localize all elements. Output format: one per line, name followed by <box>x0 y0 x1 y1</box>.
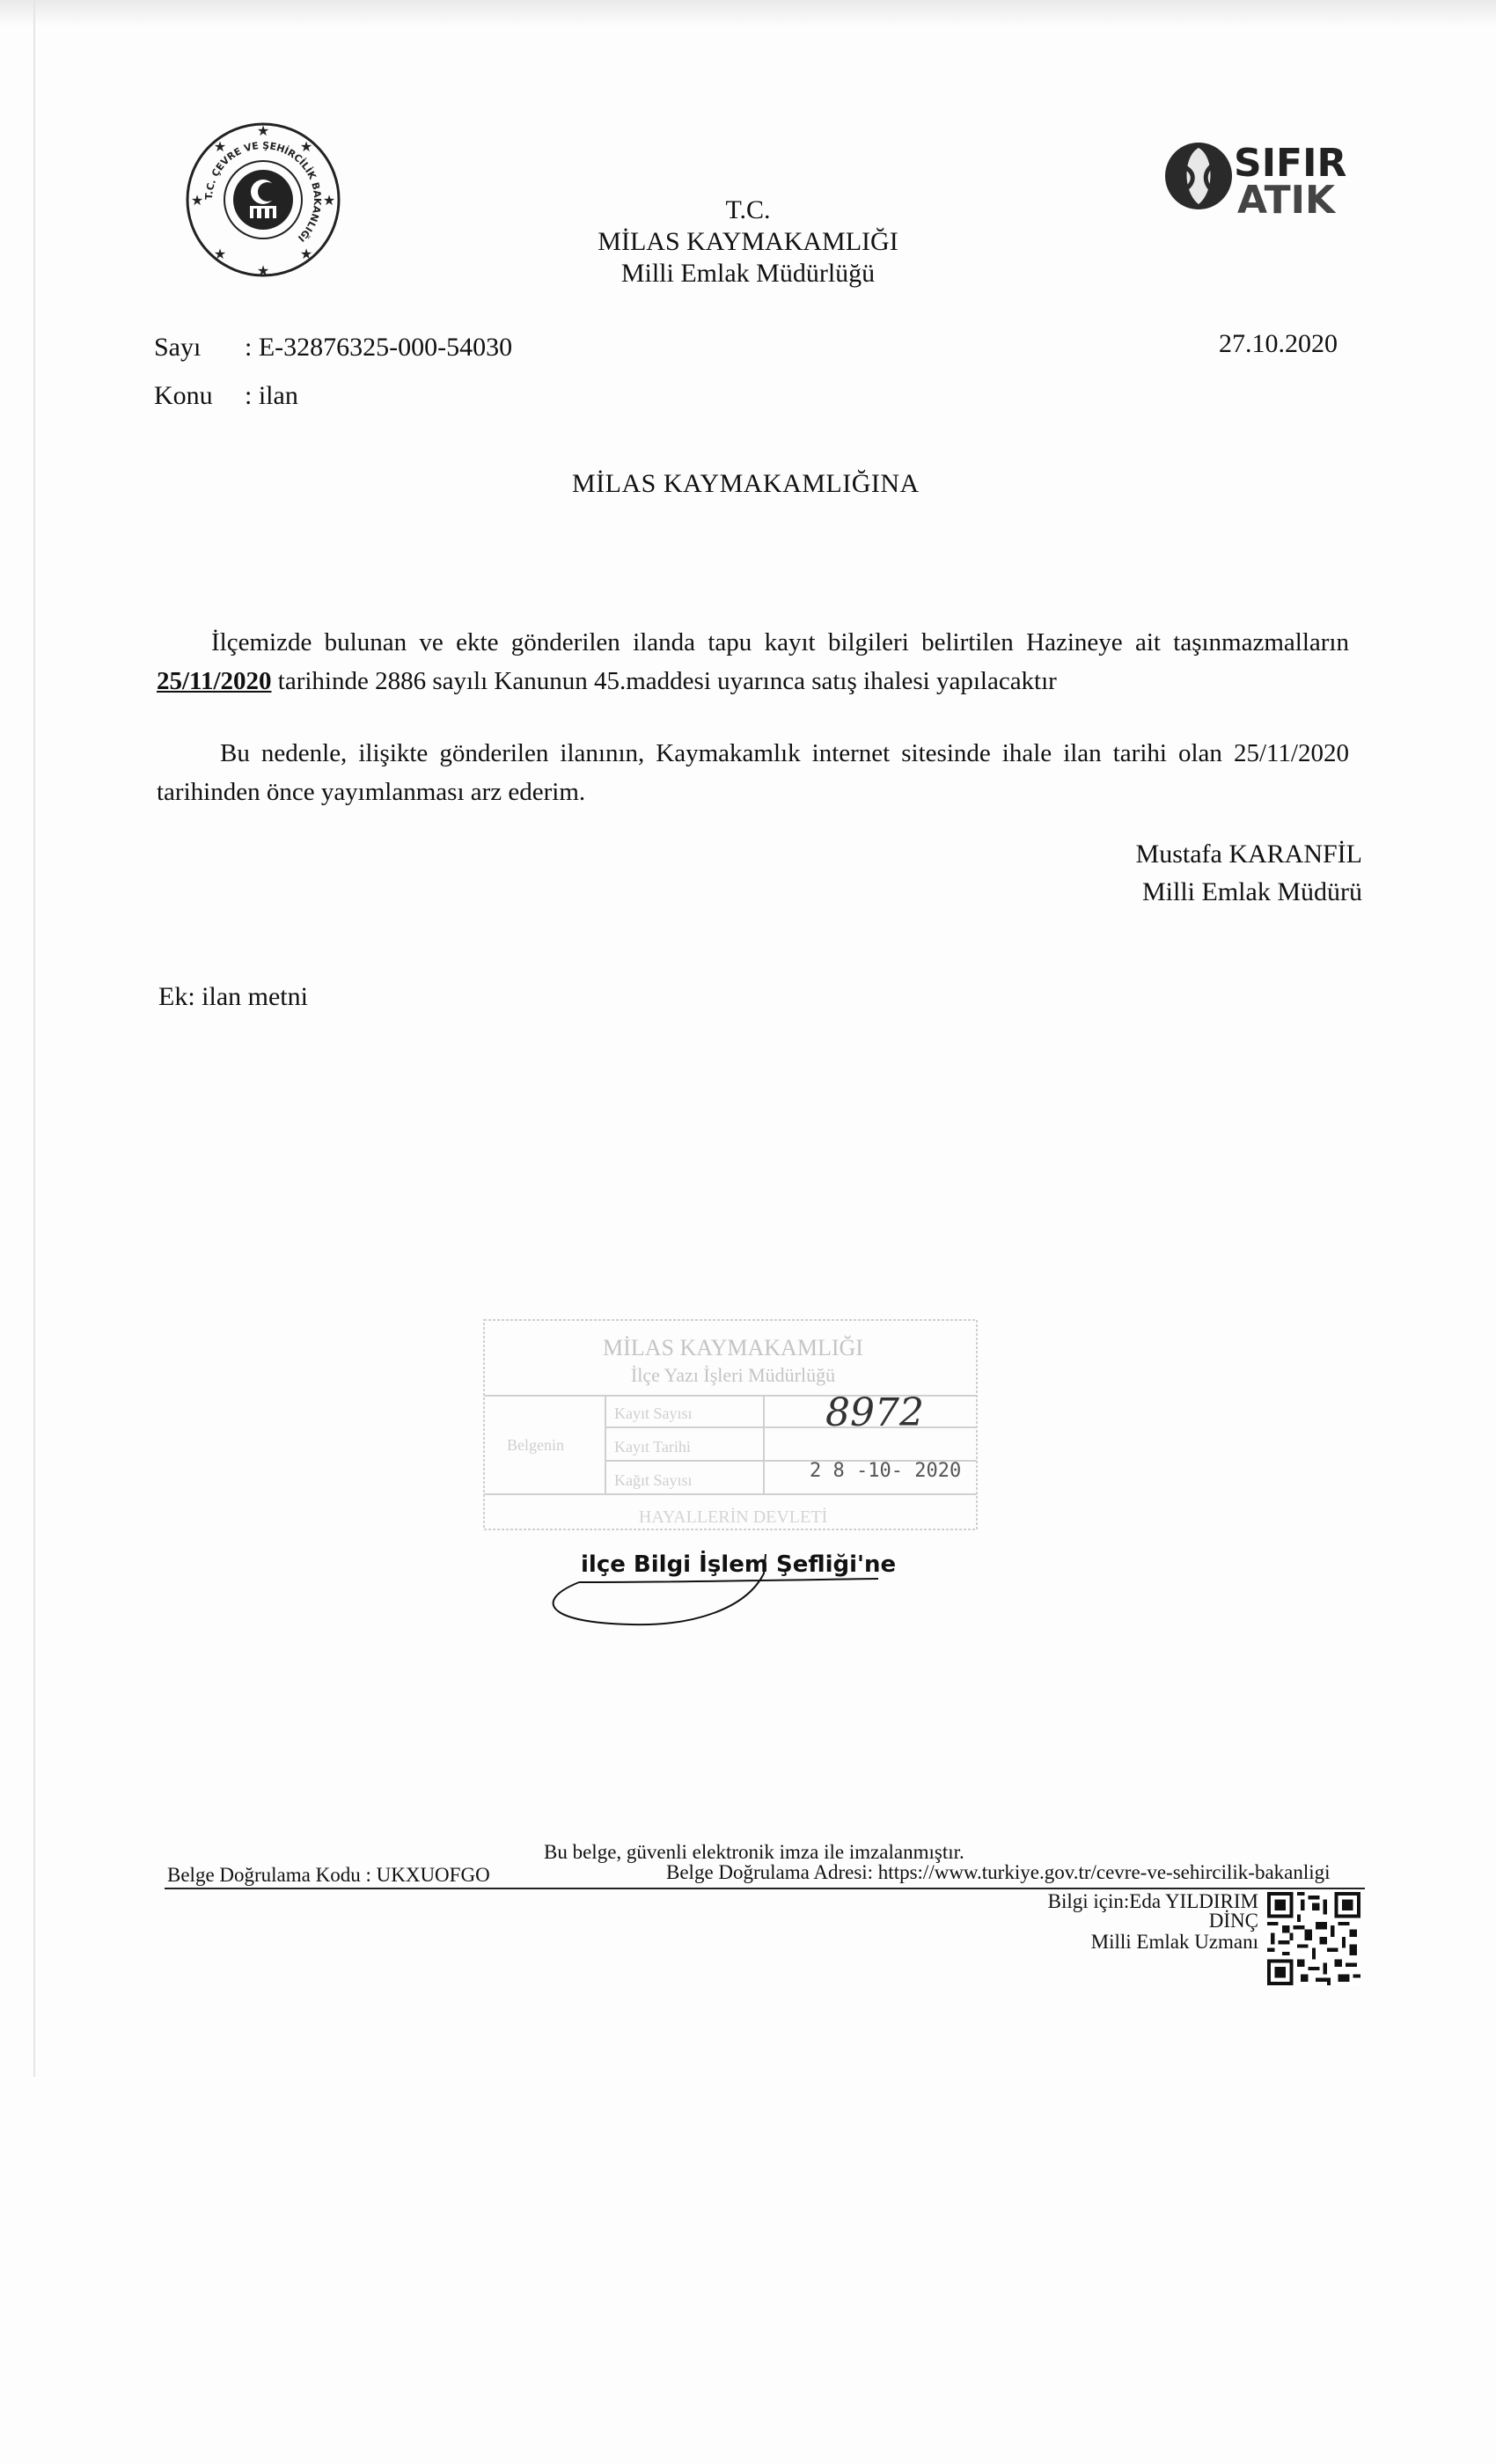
body-paragraph-1 <box>157 623 1349 700</box>
signatory-name: Mustafa KARANFİL <box>1135 840 1362 869</box>
stamp-row-2: Kayıt Tarihi <box>614 1438 691 1456</box>
svg-text:★: ★ <box>322 192 336 209</box>
stamp-footer: HAYALLERİN DEVLETİ <box>638 1507 828 1527</box>
registration-stamp <box>482 1318 984 1626</box>
stamp-subtitle: İlçe Yazı İşleri Müdürlüğü <box>630 1364 836 1386</box>
contact-line-3: Milli Emlak Uzmanı <box>1090 1931 1258 1953</box>
verification-code: Belge Doğrulama Kodu : UKXUOFGO <box>167 1864 490 1886</box>
attachment-note: Ek: ilan metni <box>158 982 308 1011</box>
tender-date: 25/11/2020 <box>157 667 272 695</box>
svg-text:ATIK: ATIK <box>1237 178 1336 223</box>
konu-label: Konu <box>154 381 213 410</box>
stamp-row-3: Kağıt Sayısı <box>614 1471 693 1489</box>
header-tc: T.C. <box>725 195 771 224</box>
sayi-value: : E-32876325-000-54030 <box>245 333 513 362</box>
scan-shadow <box>0 0 1496 26</box>
svg-text:★: ★ <box>213 138 227 155</box>
footer-divider <box>165 1888 1365 1889</box>
sifir-atik-logo <box>1162 121 1347 236</box>
paragraph-text: İlçemizde bulunan ve ekte gönderilen ilanda tapu kayıt bilgileri belirtilen Hazineye ait taşınmazmalların <box>211 628 1349 656</box>
svg-text:★: ★ <box>256 122 270 139</box>
ministry-seal-icon <box>185 121 341 278</box>
paragraph-text: tarihinde 2886 sayılı Kanunun 45.maddesi uyarınca satış ihalesi yapılacaktır <box>271 667 1057 695</box>
svg-text:SIFIR: SIFIR <box>1234 141 1347 186</box>
body-paragraph-2: Bu nedenle, ilişikte gönderilen ilanının, Kaymakamlık internet sitesinde ihale ilan tarihi olan 25/11/2020 tarihinden önce yayımlanması arz ederim. <box>157 739 1349 806</box>
stamp-bottom-text: ilçe Bilgi İşlem Şefliği'ne <box>581 1551 897 1578</box>
svg-text:★: ★ <box>299 138 313 155</box>
stamp-row-1: Kayıt Sayısı <box>614 1404 693 1422</box>
svg-text:★: ★ <box>190 192 204 209</box>
recipient: MİLAS KAYMAKAMLIĞINA <box>572 469 920 498</box>
contact-line-2: DİNÇ <box>1208 1910 1258 1932</box>
svg-text:T.C. ÇEVRE VE ŞEHİRCİLİK BAKAN: T.C. ÇEVRE VE ŞEHİRCİLİK BAKANLIĞI <box>202 139 324 245</box>
signatory-title: Milli Emlak Müdürü <box>1142 877 1362 906</box>
esign-note: Bu belge, güvenli elektronik imza ile imzalanmıştır. <box>544 1841 964 1863</box>
header-department: Milli Emlak Müdürlüğü <box>620 259 876 288</box>
scan-edge <box>33 0 35 2077</box>
contact-line-1: Bilgi için:Eda YILDIRIM <box>1047 1890 1258 1912</box>
qr-code-icon <box>1267 1892 1360 1985</box>
header-institution: MİLAS KAYMAKAMLIĞI <box>598 227 898 256</box>
stamp-left-label: Belgenin <box>507 1436 564 1454</box>
document-date: 27.10.2020 <box>1219 329 1338 358</box>
sayi-label: Sayı <box>154 333 202 362</box>
svg-text:★: ★ <box>213 246 227 262</box>
svg-text:★: ★ <box>299 246 313 262</box>
stamp-number: 8972 <box>825 1390 924 1435</box>
svg-text:★: ★ <box>256 262 270 278</box>
stamp-title: MİLAS KAYMAKAMLIĞI <box>603 1335 863 1360</box>
verification-address: Belge Doğrulama Adresi: https://www.turkiye.gov.tr/cevre-ve-sehircilik-bakanligi <box>666 1861 1331 1883</box>
konu-value: : ilan <box>245 381 298 410</box>
stamp-date: 2 8 -10- 2020 <box>810 1460 962 1482</box>
